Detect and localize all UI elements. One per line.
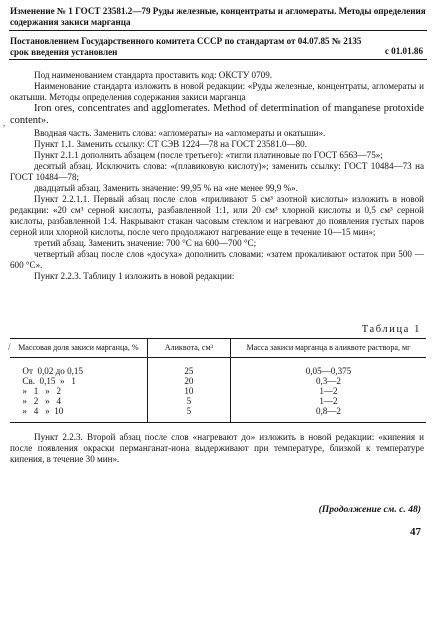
table-row [10,358,426,377]
cell-mass-fraction: » 2 » 4 [22,396,62,406]
cell-mass-fraction: Св. 0,15 » 1 [22,376,76,386]
cell-aliquot: 10 [147,386,230,396]
table-1 [10,338,426,423]
paragraph-clause-1-1: Пункт 1.1. Заменить ссылку: СТ СЭВ 1224—78 на ГОСТ 23581.0—80. [34,138,307,149]
cell-aliquot: 20 [147,376,230,386]
paragraph-clause-2-2-3-table: Пункт 2.2.3. Таблицу 1 изложить в новой редакции: [34,270,235,281]
cell-mass-fraction: » 4 » 10 [22,406,64,416]
header-bottom-divider [9,59,427,60]
column-header-aliquot: Аликвота, см³ [147,339,230,358]
cell-mass-fraction: От 0,02 до 0,15 [22,366,84,376]
page-number: 47 [410,526,421,538]
cell-oxide-mass: 0,8—2 [230,406,426,423]
table-row [10,396,426,406]
paragraph-clause-2-2-1-1: Пункт 2.2.1.1. Первый абзац после слов «приливают 5 см³ азотной кислоты» изложить в новой редакции: «20 см³ серной кислоты, разбавленной 1:1, или 20 см³ хлорной кислоты и 0,5 см³ серной кислоты, разбавленной 1:4. Накрывают стакан часовым стеклом и нагревают до появления густых паров серной или хлорной кислоты, после чего продолжают нагревание еще в течение 10—15 мин»; [10,193,424,237]
cell-aliquot: 5 [147,406,230,423]
amendment-body [10,70,424,282]
scan-mark: , [3,118,6,128]
paragraph-fourth-paragraph: четвертый абзац после слов «досуха» дополнить словами: «затем прокаливают остаток при 500 — 600 °С». [10,248,424,270]
table-header-row [10,339,426,358]
table-row [10,376,426,386]
header-divider [9,30,427,31]
scan-mark: / [8,342,11,352]
paragraph-clause-2-1-1: Пункт 2.1.1 дополнить абзацем (после третьего): «тигли платиновые по ГОСТ 6563—75»; [34,149,383,160]
cell-mass-fraction: » 1 » 2 [22,386,62,396]
column-header-oxide-mass: Масса закиси марганца в аликвоте раствора, мг [230,339,426,358]
paragraph-third-paragraph: третий абзац. Заменить значение: 700 °С на 600—700 °С; [34,237,257,248]
paragraph-title-change: Наименование стандарта изложить в новой редакции: «Руды железные, концентраты, агломераты и окатыши. Методы определения содержания закиси марганца [10,81,424,102]
cell-aliquot: 25 [147,358,230,377]
column-header-mass-fraction: Массовая доля закиси марганца, % [10,339,147,358]
table-row [10,386,426,396]
footer-text [10,432,424,465]
effective-date: с 01.01.86 [384,46,423,56]
paragraph-okstu-code: Под наименованием стандарта проставить код: ОКСТУ 0709. [34,70,273,80]
table-row [10,406,426,423]
paragraph-english-title: Iron ores, concentrates and agglomerates. Method of determination of manganese protoxide content». [10,103,424,127]
cell-oxide-mass: 1—2 [230,386,426,396]
decree-text: Постановлением Государственного комитета СССР по стандартам от 04.07.85 № 2135 срок введения установлен [10,36,362,57]
cell-oxide-mass: 0,05—0,375 [230,358,426,377]
cell-oxide-mass: 0,3—2 [230,376,426,386]
continuation-note: (Продолжение см. с. 48) [318,504,421,515]
cell-aliquot: 5 [147,396,230,406]
table-title: Таблица 1 [361,324,421,335]
paragraph-twentieth-paragraph: двадцатый абзац. Заменить значение: 99,95 % на «не менее 99,9 %». [34,182,298,193]
paragraph-intro-change: Вводная часть. Заменить слова: «агломераты» на «агломераты и окатыши». [34,127,326,138]
paragraph-tenth-paragraph: десятый абзац. Исключить слова: «(плавиковую кислоту)»; заменить ссылку: ГОСТ 10484—73 на ГОСТ 10484—78; [10,160,424,182]
paragraph-clause-2-2-3-second: Пункт 2.2.3. Второй абзац после слов «нагревают до» изложить в новой редакции: «кипения и после появления окраски перманганат-иона выдерживают при температуре, близкой к температуре кипения, в течение 30 мин». [10,432,424,464]
cell-oxide-mass: 1—2 [230,396,426,406]
amendment-title: Изменение № 1 ГОСТ 23581.2—79 Руды железные, концентраты и агломераты. Методы определения содержания закиси марганца [10,6,426,27]
